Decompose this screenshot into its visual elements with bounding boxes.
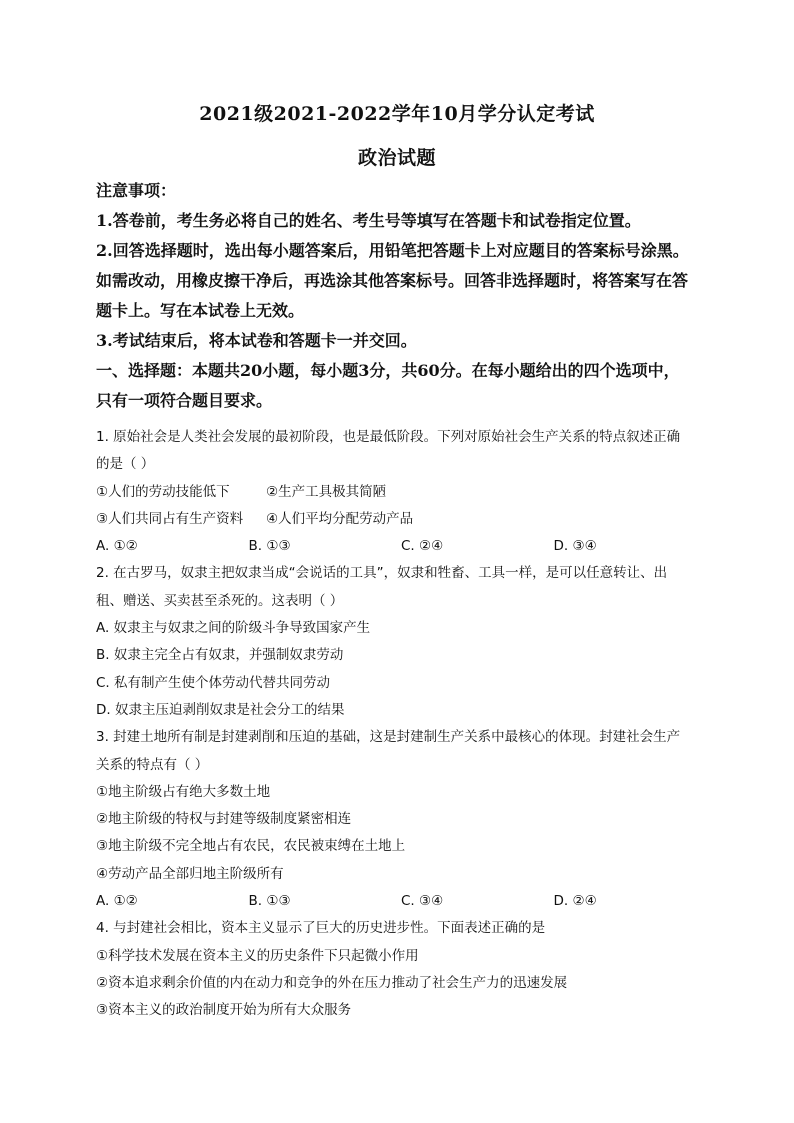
q2-option-d: D. 奴隶主压迫剥削奴隶是社会分工的结果 [96,701,345,718]
q2-option-a: A. 奴隶主与奴隶之间的阶级斗争导致国家产生 [96,620,371,637]
q1-statement-2: ②生产工具极其简陋 [266,483,387,500]
notice-section [96,176,706,416]
q2-option-c: C. 私有制产生使个体劳动代替共同劳动 [96,674,331,691]
section-heading-line2: 只有一项符合题目要求。 [96,391,273,410]
q3-option-c: C. ③④ [401,893,444,910]
q4-statement-3: ③资本主义的政治制度开始为所有大众服务 [96,1002,352,1019]
q1-option-b: B. ①③ [248,538,291,555]
q1-statements-row2 [96,506,706,533]
q1-statements-row1 [96,479,706,506]
notice-item: 2.回答选择题时，选出每小题答案后，用铅笔把答题卡上对应题目的答案标号涂黑。 [96,241,689,260]
q1-option-d: D. ③④ [553,538,597,555]
q3-option-d: D. ②④ [553,893,597,910]
q3-statement-2: ②地主阶级的特权与封建等级制度紧密相连 [96,811,352,828]
q1-statement-1: ①人们的劳动技能低下 [96,483,230,500]
q3-statement-4: ④劳动产品全部归地主阶级所有 [96,865,284,882]
q1-statement-3: ③人们共同占有生产资料 [96,510,244,527]
q1-options [96,533,706,560]
q1-stem-line1: 1. 原始社会是人类社会发展的最初阶段，也是最低阶段。下列对原始社会生产关系的特点叙述正确 [96,429,681,445]
q2-stem-line1: 2. 在古罗马，奴隶主把奴隶当成“会说话的工具”，奴隶和牲畜、工具一样，是可以任意转让、出 [96,565,668,582]
q3-stem-line2: 关系的特点有（ ） [96,756,209,773]
q4-statement-1: ①科学技术发展在资本主义的历史条件下只起微小作用 [96,947,419,964]
q1-option-c: C. ②④ [401,538,444,555]
q3-options [96,888,706,915]
q2-stem-line2: 租、赠送、买卖甚至杀死的。这表明（ ） [96,592,344,609]
notice-heading: 注意事项： [96,181,177,200]
q1-stem-line2: 的是（ ） [96,456,155,473]
notice-item: 3.考试结束后，将本试卷和答题卡一并交回。 [96,331,417,350]
q1-statement-4: ④人们平均分配劳动产品 [266,510,414,527]
q3-option-b: B. ①③ [248,893,291,910]
q3-statement-1: ①地主阶级占有绝大多数土地 [96,783,271,800]
notice-item: 1.答卷前，考生务必将自己的姓名、考生号等填写在答题卡和试卷指定位置。 [96,211,641,230]
q4-statement-2: ②资本追求剩余价值的内在动力和竞争的外在压力推动了社会生产力的迅速发展 [96,974,568,991]
q4-stem-line1: 4. 与封建社会相比，资本主义显示了巨大的历史进步性。下面表述正确的是 [96,920,546,937]
exam-title: 2021级2021-2022学年10月学分认定考试 [199,103,595,125]
q3-stem-line1: 3. 封建土地所有制是封建剥削和压迫的基础，这是封建制生产关系中最核心的体现。封建社会生产 [96,729,681,746]
q3-option-a: A. ①② [96,893,138,910]
exam-subject: 政治试题 [357,147,436,169]
section-heading-line1: 一、选择题：本题共20小题，每小题3分，共60分。在每小题给出的四个选项中， [96,361,680,380]
q2-option-b: B. 奴隶主完全占有奴隶，并强制奴隶劳动 [96,647,344,664]
q3-statement-3: ③地主阶级不完全地占有农民，农民被束缚在土地上 [96,838,406,855]
notice-item: 题卡上。写在本试卷上无效。 [96,301,305,320]
q1-option-a: A. ①② [96,538,138,555]
questions-list [96,424,706,1025]
notice-item: 如需改动，用橡皮擦干净后，再选涂其他答案标号。回答非选择题时，将答案写在答 [96,271,689,290]
